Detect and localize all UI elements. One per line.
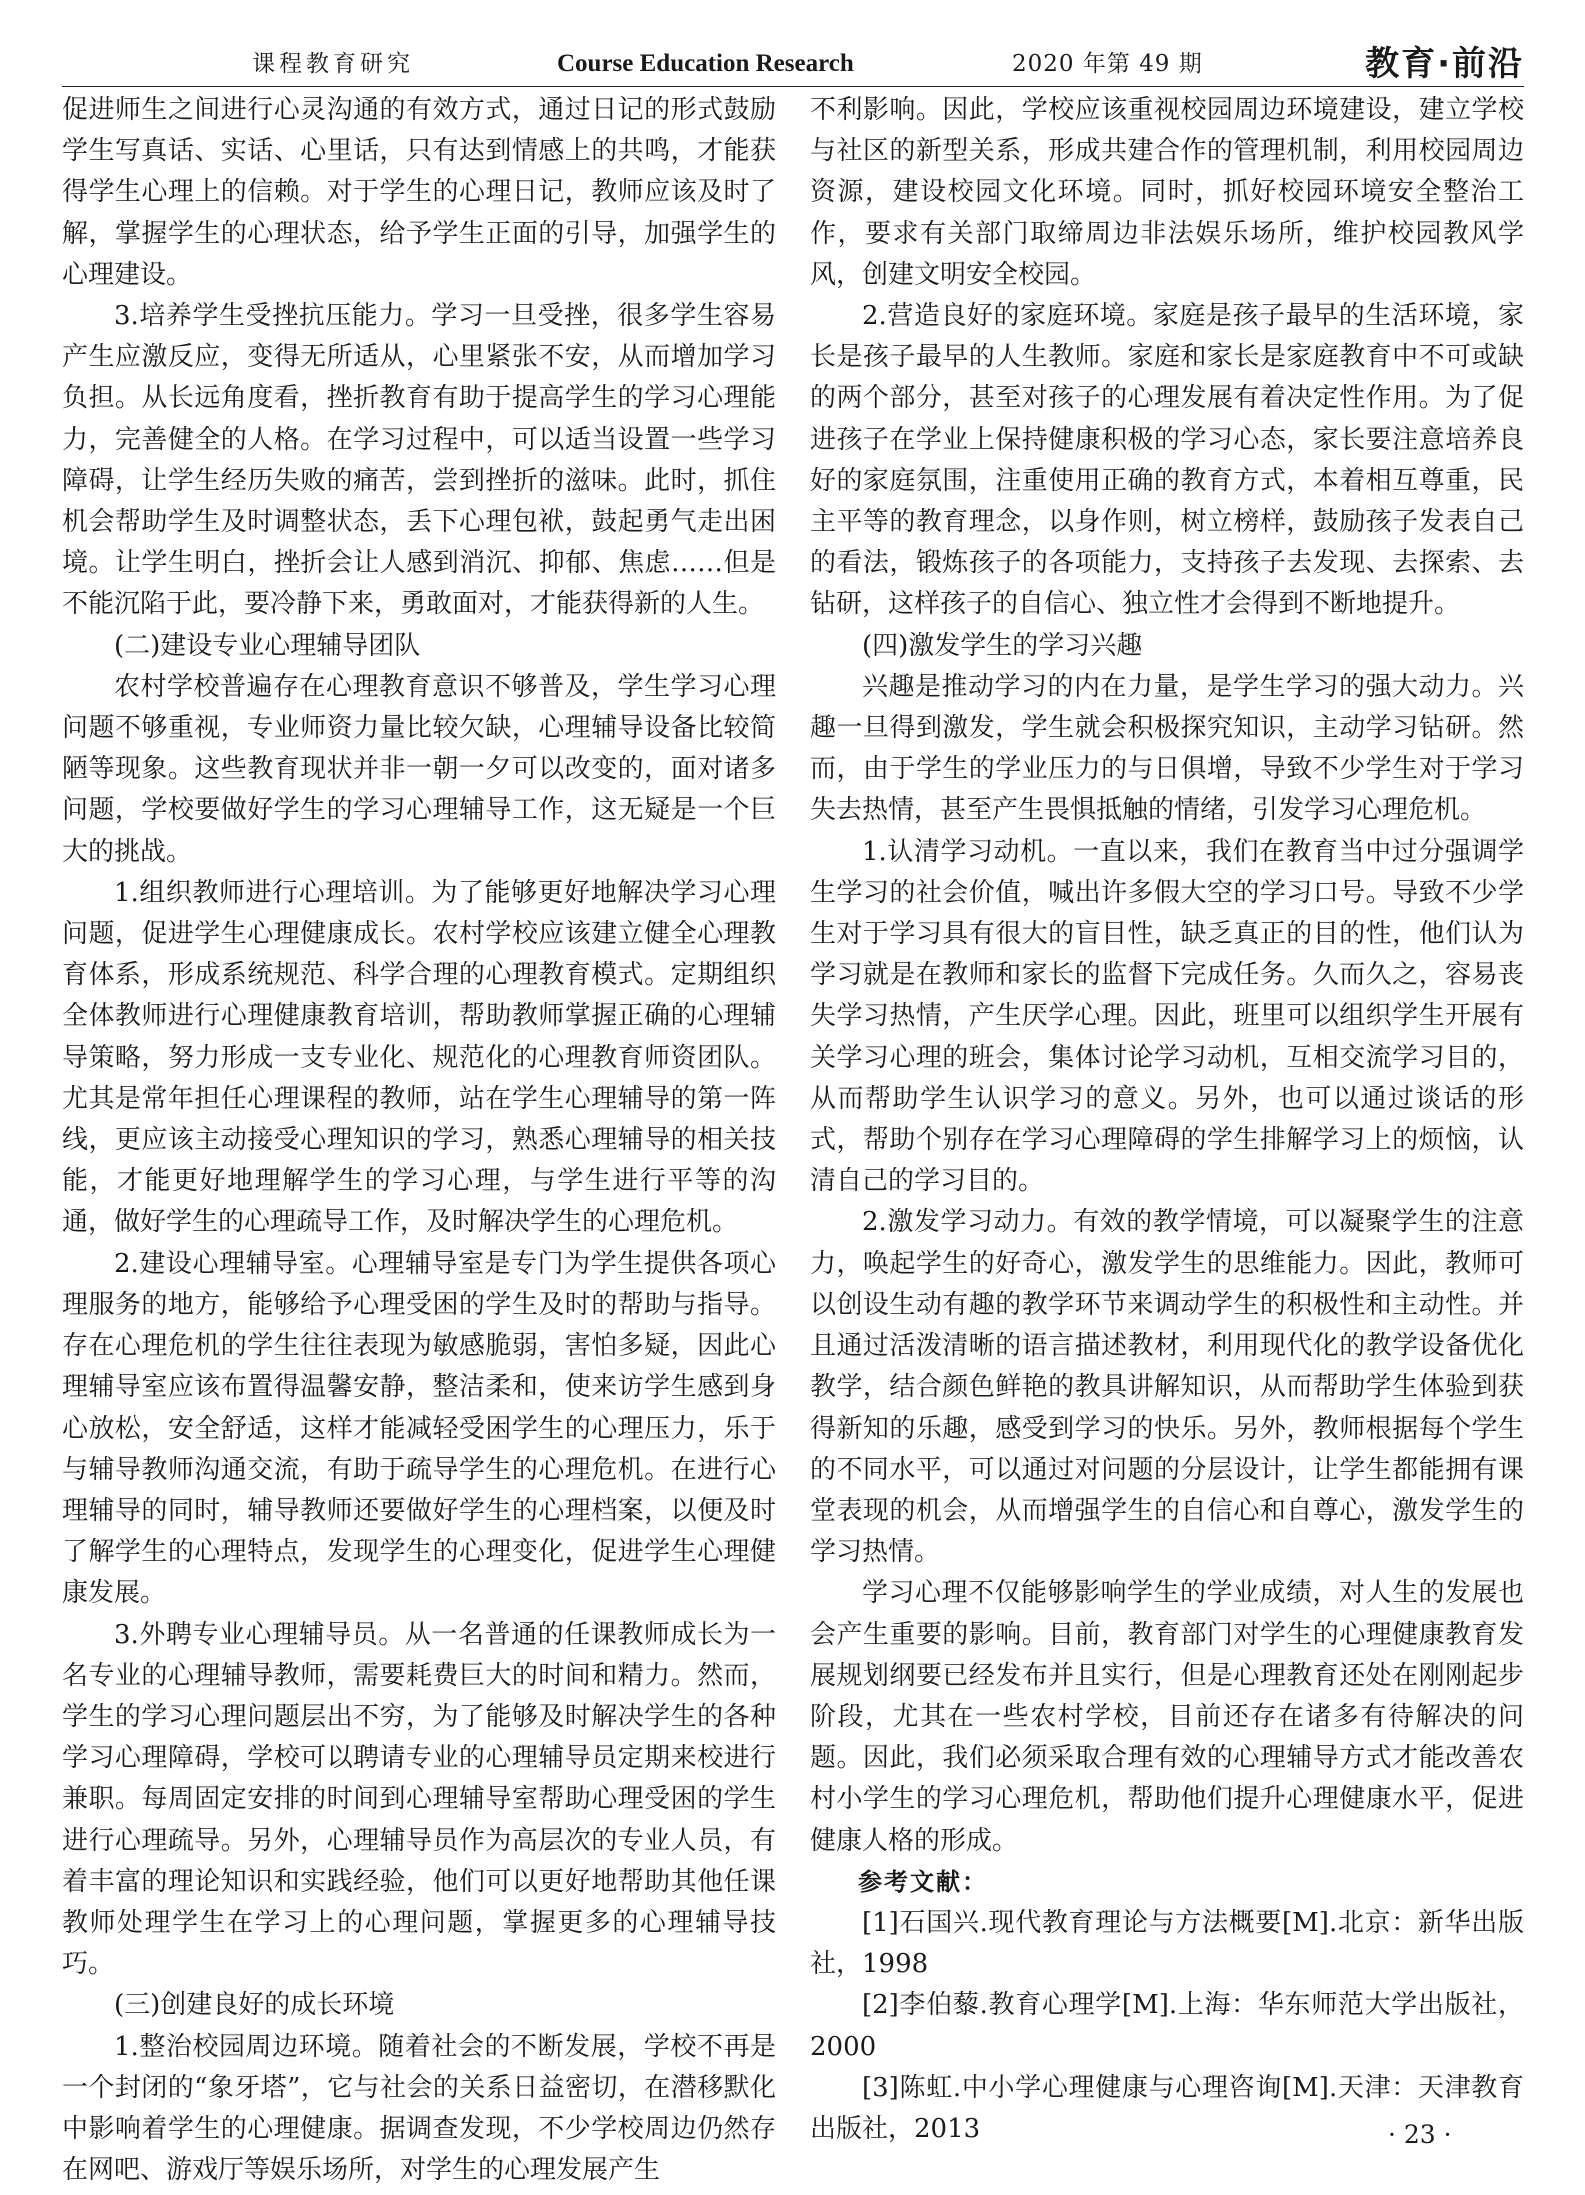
paragraph: 1.组织教师进行心理培训。为了能够更好地解决学习心理问题，促进学生心理健康成长。农村学校应该建立健全心理教育体系，形成系统规范、科学合理的心理教育模式。定期组织全体教师进行心理健康教育培训，帮助教师掌握正确的心理辅导策略，努力形成一支专业化、规范化的心理教育师资团队。尤其是常年担任心理课程的教师，站在学生心理辅导的第一阵线，更应该主动接受心理知识的学习，熟悉心理辅导的相关技能，才能更好地理解学生的学习心理，与学生进行平等的沟通，做好学生的心理疏导工作，及时解决学生的心理危机。 [62,877,776,1238]
paragraph: 1.认清学习动机。一直以来，我们在教育当中过分强调学生学习的社会价值，喊出许多假大空的学习口号。导致不少学生对于学习具有很大的盲目性，缺乏真正的目的性，他们认为学习就是在教师和家长的监督下完成任务。久而久之，容易丧失学习热情，产生厌学心理。因此，班里可以组织学生开展有关学习心理的班会，集体讨论学习动机，互相交流学习目的，从而帮助学生认识学习的意义。另外，也可以通过谈话的形式，帮助个别存在学习心理障碍的学生排解学习上的烦恼，认清自己的学习目的。 [810,836,1524,1197]
paragraph: 2.营造良好的家庭环境。家庭是孩子最早的生活环境，家长是孩子最早的人生教师。家庭和家长是家庭教育中不可或缺的两个部分，甚至对孩子的心理发展有着决定性作用。为了促进孩子在学业上保持健康积极的学习心态，家长要注意培养良好的家庭氛围，注重使用正确的教育方式，本着相互尊重，民主平等的教育理念，以身作则，树立榜样，鼓励孩子发表自己的看法，锻炼孩子的各项能力，支持孩子去发现、去探索、去钻研，这样孩子的自信心、独立性才会得到不断地提升。 [810,301,1524,620]
reference-item: [3]陈虹.中小学心理健康与心理咨询[M].天津：天津教育出版社，2013 [810,2072,1524,2144]
paragraph: 兴趣是推动学习的内在力量，是学生学习的强大动力。兴趣一旦得到激发，学生就会积极探究知识，主动学习钻研。然而，由于学生的学业压力的与日俱增，导致不少学生对于学习失去热情，甚至产生畏惧抵触的情绪，引发学习心理危机。 [810,671,1524,826]
issue-label: 2020 年第 49 期 [1012,51,1203,77]
paragraph: 1.整治校园周边环境。随着社会的不断发展，学校不再是一个封闭的“象牙塔”，它与社会的关系日益密切，在潜移默化中影响着学生的心理健康。据调查发现，不少学校周边仍然存在网吧、游戏厅等娱乐场所，对学生的心理发展产生 [62,2031,776,2186]
paragraph: 3.外聘专业心理辅导员。从一名普通的任课教师成长为一名专业的心理辅导教师，需要耗费巨大的时间和精力。然而，学生的学习心理问题层出不穷，为了能够及时解决学生的各种学习心理障碍，学校可以聘请专业的心理辅导员定期来校进行兼职。每周固定安排的时间到心理辅导室帮助心理受困的学生进行心理疏导。另外，心理辅导员作为高层次的专业人员，有着丰富的理论知识和实践经验，他们可以更好地帮助其他任课教师处理学生在学习上的心理问题，掌握更多的心理辅导技巧。 [62,1619,776,1980]
references-title: 参考文献： [858,1867,988,1896]
running-header [62,44,1524,84]
header-rule [62,86,1524,87]
paragraph: 促进师生之间进行心灵沟通的有效方式，通过日记的形式鼓励学生写真话、实话、心里话，只有达到情感上的共鸣，才能获得学生心理上的信赖。对于学生的心理日记，教师应该及时了解，掌握学生的心理状态，给予学生正面的引导，加强学生的心理建设。 [62,95,776,290]
reference-item: [1]石国兴.现代教育理论与方法概要[M].北京：新华出版社，1998 [810,1907,1524,1980]
reference-item: [2]李伯藜.教育心理学[M].上海：华东师范大学出版社，2000 [810,1990,1524,2062]
paragraph: 农村学校普遍存在心理教育意识不够普及，学生学习心理问题不够重视，专业师资力量比较欠缺，心理辅导设备比较简陋等现象。这些教育现状并非一朝一夕可以改变的，面对诸多问题，学校要做好学生的学习心理辅导工作，这无疑是一个巨大的挑战。 [62,671,776,867]
journal-name-en: Course Education Research [557,50,854,77]
left-column [62,90,776,2186]
column-title: 教育·前沿 [1365,44,1524,84]
section-heading: (三)创建良好的成长环境 [114,1990,395,2021]
paragraph: 学习心理不仅能够影响学生的学业成绩，对人生的发展也会产生重要的影响。目前，教育部门对学生的心理健康教育发展规划纲要已经发布并且实行，但是心理教育还处在刚刚起步阶段，尤其在一些农村学校，目前还存在诸多有待解决的问题。因此，我们必须采取合理有效的心理辅导方式才能改善农村小学生的学习心理危机，帮助他们提升心理健康水平，促进健康人格的形成。 [810,1578,1524,1856]
paragraph: 不利影响。因此，学校应该重视校园周边环境建设，建立学校与社区的新型关系，形成共建合作的管理机制，利用校园周边资源，建设校园文化环境。同时，抓好校园环境安全整治工作，要求有关部门取缔周边非法娱乐场所，维护校园教风学风，创建文明安全校园。 [810,95,1524,290]
section-heading: (四)激发学生的学习兴趣 [862,630,1143,661]
section-heading: (二)建设专业心理辅导团队 [114,630,421,661]
paragraph: 2.激发学习动力。有效的教学情境，可以凝聚学生的注意力，唤起学生的好奇心，激发学生的思维能力。因此，教师可以创设生动有趣的教学环节来调动学生的积极性和主动性。并且通过活泼清晰的语言描述教材，利用现代化的教学设备优化教学，结合颜色鲜艳的教具讲解知识，从而帮助学生体验到获得新知的乐趣，感受到学习的快乐。另外，教师根据每个学生的不同水平，可以通过对问题的分层设计，让学生都能拥有课堂表现的机会，从而增强学生的自信心和自尊心，激发学生的学习热情。 [810,1207,1524,1568]
paragraph: 2.建设心理辅导室。心理辅导室是专门为学生提供各项心理服务的地方，能够给予心理受困的学生及时的帮助与指导。存在心理危机的学生往往表现为敏感脆弱，害怕多疑，因此心理辅导室应该布置得温馨安静，整洁柔和，使来访学生感到身心放松，安全舒适，这样才能减轻受困学生的心理压力，乐于与辅导教师沟通交流，有助于疏导学生的心理危机。在进行心理辅导的同时，辅导教师还要做好学生的心理档案，以便及时了解学生的心理特点，发现学生的心理变化，促进学生心理健康发展。 [62,1248,776,1609]
paragraph: 3.培养学生受挫抗压能力。学习一旦受挫，很多学生容易产生应激反应，变得无所适从，心里紧张不安，从而增加学习负担。从长远角度看，挫折教育有助于提高学生的学习心理能力，完善健全的人格。在学习过程中，可以适当设置一些学习障碍，让学生经历失败的痛苦，尝到挫折的滋味。此时，抓住机会帮助学生及时调整状态，丢下心理包袱，鼓起勇气走出困境。让学生明白，挫折会让人感到消沉、抑郁、焦虑……但是不能沉陷于此，要冷静下来，勇敢面对，才能获得新的人生。 [62,301,776,620]
page-number: · 23 · [1388,2120,1452,2149]
journal-name-cn: 课程教育研究 [252,51,414,77]
